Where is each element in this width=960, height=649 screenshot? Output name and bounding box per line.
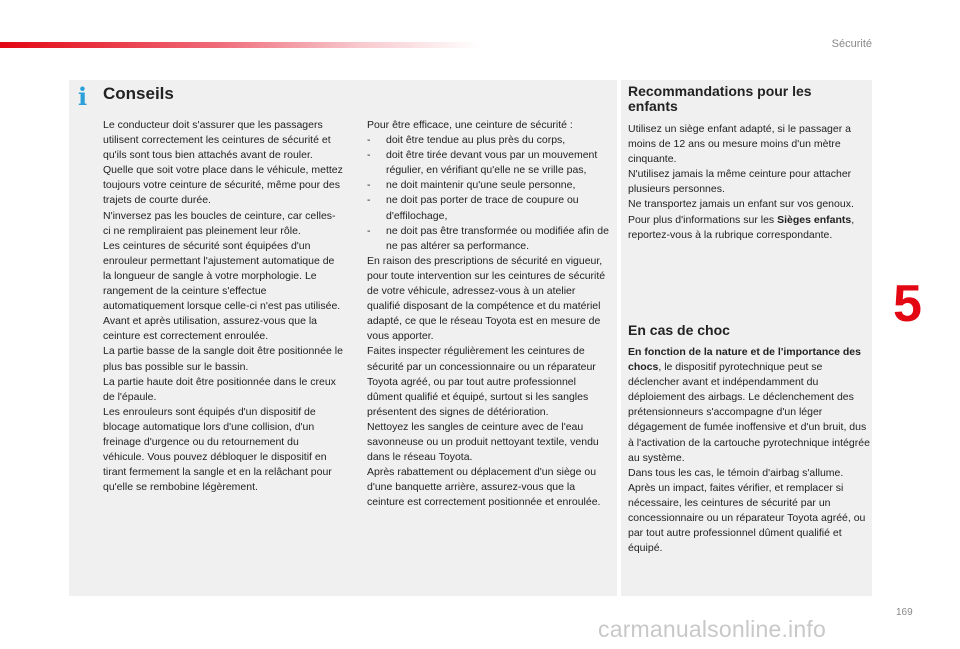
paragraph: Après rabattement ou déplacement d'un siège ou d'une banquette arrière, assurez-vous que la ceinture est correctement positionnée et enroulée. xyxy=(367,466,601,509)
list-dash: - xyxy=(367,134,371,147)
list-item xyxy=(367,148,611,178)
header-accent-bar xyxy=(0,42,480,48)
bold-text: Sièges enfants xyxy=(777,213,852,226)
conseils-column-1 xyxy=(103,118,343,495)
list-item xyxy=(367,193,611,223)
recommandations-title: Recommandations pour les enfants xyxy=(628,83,812,114)
paragraph: Pour être efficace, une ceinture de sécurité : xyxy=(367,119,573,131)
list-item xyxy=(367,178,611,193)
list-dash: - xyxy=(367,194,371,207)
chapter-number: 5 xyxy=(893,275,922,333)
page-number: 169 xyxy=(896,607,913,618)
choc-text xyxy=(628,345,870,556)
paragraph: La partie haute doit être positionnée dans le creux de l'épaule. xyxy=(103,375,336,403)
list-item-text: ne doit pas porter de trace de coupure ou d'effilochage, xyxy=(386,194,579,222)
paragraph: N'utilisez jamais la même ceinture pour attacher plusieurs personnes. xyxy=(628,168,852,196)
paragraph: Faites inspecter régulièrement les ceintures de sécurité par un concessionnaire ou un réparateur Toyota agréé, ou par tout autre professionnel dûment qualifié et équipé, surtout si les sangles présentent des signes de détérioration. xyxy=(367,345,596,418)
paragraph: En raison des prescriptions de sécurité en vigueur, pour toute intervention sur les ceintures de sécurité de votre véhicule, adressez-vous à un atelier qualifié disposant de la compétence et du matériel adapté, ce que le réseau Toyota est en mesure de vous apporter. xyxy=(367,254,606,343)
paragraph: Le conducteur doit s'assurer que les passagers utilisent correctement les ceintures de sécurité et qu'ils sont tous bien attachés avant de rouler. xyxy=(103,119,331,162)
text-run: Pour plus d'informations sur les xyxy=(628,213,778,226)
paragraph: Les enrouleurs sont équipés d'un dispositif de blocage automatique lors d'une collision, d'un freinage d'urgence ou du retournement du véhicule. Vous pouvez débloquer le dispositif en tirant fermement la sangle et en la relâchant pour qu'elle se rembobine légèrement. xyxy=(103,405,332,494)
section-header: Sécurité xyxy=(831,38,872,50)
bold-text: En fonction de la nature et de l'importance des chocs xyxy=(628,346,861,374)
list-item-text: doit être tirée devant vous par un mouvement régulier, en vérifiant qu'elle ne se vrille pas, xyxy=(386,149,598,177)
paragraph: Utilisez un siège enfant adapté, si le passager a moins de 12 ans ou mesure moins d'un mètre cinquante. xyxy=(628,123,851,166)
paragraph: N'inversez pas les boucles de ceinture, car celles-ci ne rempliraient pas pleinement leur rôle. xyxy=(103,209,336,237)
watermark: carmanualsonline.info xyxy=(598,616,826,642)
choc-title: En cas de choc xyxy=(628,322,730,338)
paragraph: Les ceintures de sécurité sont équipées d'un enrouleur permettant l'ajustement automatique de la longueur de sangle à votre morphologie. Le rangement de la ceinture s'effectue automatiquement lorsque celle-ci n'est pas utilisée. xyxy=(103,239,341,313)
list-item-text: ne doit pas être transformée ou modifiée afin de ne pas altérer sa performance. xyxy=(386,224,609,252)
list-dash: - xyxy=(367,149,371,162)
paragraph: Quelle que soit votre place dans le véhicule, mettez toujours votre ceinture de sécurité, même pour des trajets de courte durée. xyxy=(103,164,343,207)
list-dash: - xyxy=(367,179,371,192)
paragraph: Après un impact, faites vérifier, et remplacer si nécessaire, les ceintures de sécurité par un concessionnaire ou un réparateur Toyota agréé, ou par tout autre professionnel dûment qualifié et équipé. xyxy=(628,481,866,555)
list-dash: - xyxy=(367,224,371,237)
paragraph xyxy=(628,213,868,243)
text-run: , le dispositif pyrotechnique peut se déclencher avant et indépendamment du déploiement des airbags. Le déclenchement des prétensionneurs s'accompagne d'un léger dégagement de fumée inoffensive et d'un bruit, dus à l'activation de la cartouche pyrotechnique intégrée au système. xyxy=(628,361,870,464)
conseils-column-2 xyxy=(367,118,611,510)
list-item-text: doit être tendue au plus près du corps, xyxy=(386,134,566,147)
info-icon: i xyxy=(78,82,88,111)
paragraph: Avant et après utilisation, assurez-vous que la ceinture est correctement enroulée. xyxy=(103,315,318,343)
paragraph: Ne transportez jamais un enfant sur vos genoux. xyxy=(628,198,854,211)
paragraph: Dans tous les cas, le témoin d'airbag s'allume. xyxy=(628,466,844,479)
paragraph: Nettoyez les sangles de ceinture avec de l'eau savonneuse ou un produit nettoyant textile, vendu dans le réseau Toyota. xyxy=(367,420,599,464)
list-item-text: ne doit maintenir qu'une seule personne, xyxy=(386,179,576,192)
text-run: , reportez-vous à la rubrique correspondante. xyxy=(628,213,855,241)
list-item xyxy=(367,133,611,148)
paragraph xyxy=(628,345,870,466)
recommandations-text xyxy=(628,122,868,243)
list-item xyxy=(367,224,611,254)
paragraph: La partie basse de la sangle doit être positionnée le plus bas possible sur le bassin. xyxy=(103,345,343,373)
conseils-title: Conseils xyxy=(103,84,174,103)
